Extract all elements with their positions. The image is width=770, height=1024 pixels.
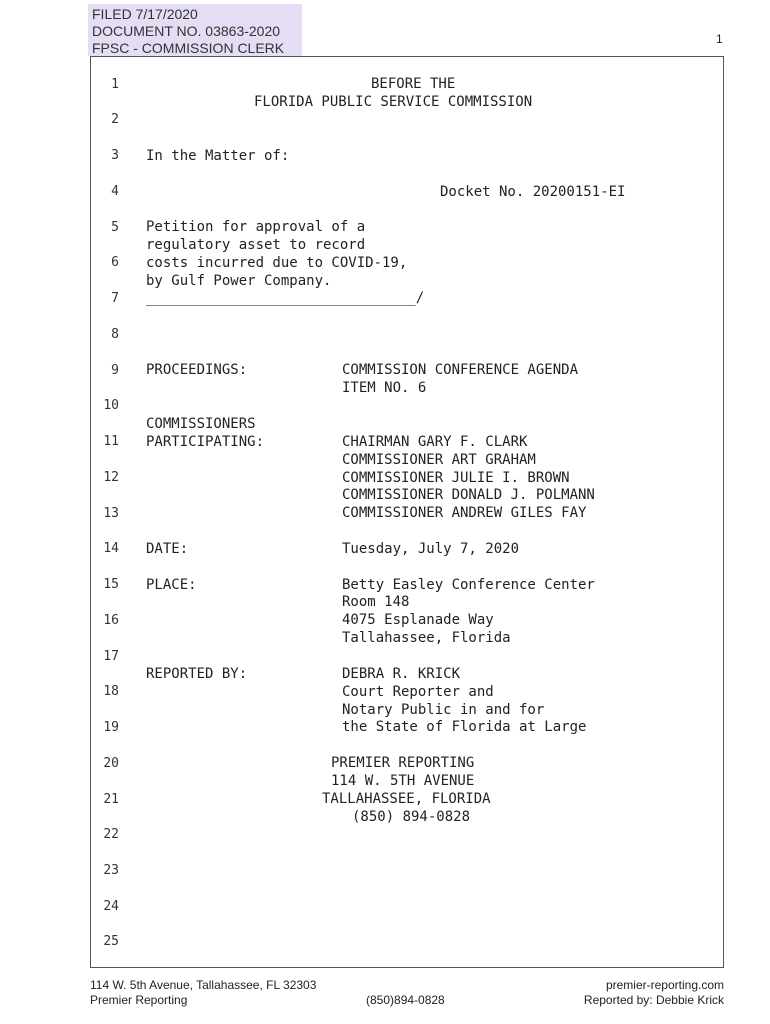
line-number: 11 (103, 434, 119, 449)
matter-intro: In the Matter of: (146, 148, 290, 164)
reporter-line: the State of Florida at Large (342, 719, 587, 735)
stamp-document-number: DOCUMENT NO. 03863-2020 (92, 23, 281, 39)
stamp-clerk: FPSC - COMMISSION CLERK (92, 40, 285, 56)
footer-company: Premier Reporting (90, 993, 188, 1007)
place-label: PLACE: (146, 577, 197, 593)
commissioner-name: COMMISSIONER JULIE I. BROWN (342, 470, 570, 486)
line-number: 17 (103, 649, 119, 664)
commissioners-label: COMMISSIONERS (146, 416, 256, 432)
line-number: 6 (111, 255, 119, 270)
header-line-2: FLORIDA PUBLIC SERVICE COMMISSION (254, 94, 533, 110)
line-number: 13 (103, 506, 119, 521)
commissioner-name: COMMISSIONER ANDREW GILES FAY (342, 505, 587, 521)
commissioner-name: COMMISSIONER ART GRAHAM (342, 452, 536, 468)
line-number: 21 (103, 792, 119, 807)
proceedings-value: COMMISSION CONFERENCE AGENDA (342, 362, 579, 378)
firm-line: (850) 894-0828 (352, 809, 471, 825)
date-value: Tuesday, July 7, 2020 (342, 541, 520, 557)
petition-line: Petition for approval of a (146, 219, 366, 235)
line-number: 14 (103, 541, 119, 556)
line-number: 2 (111, 112, 119, 127)
commissioner-name: COMMISSIONER DONALD J. POLMANN (342, 487, 595, 503)
petition-line: costs incurred due to COVID-19, (146, 255, 408, 271)
line-number: 25 (103, 934, 119, 949)
line-number: 22 (103, 827, 119, 842)
line-number: 9 (111, 363, 119, 378)
place-line: Room 148 (342, 594, 410, 610)
place-line: 4075 Esplanade Way (342, 612, 494, 628)
line-number: 3 (111, 148, 119, 163)
proceedings-label: PROCEEDINGS: (146, 362, 248, 378)
firm-line: 114 W. 5TH AVENUE (331, 773, 475, 789)
line-number: 7 (111, 291, 119, 306)
firm-line: TALLAHASSEE, FLORIDA (322, 791, 491, 807)
line-number: 19 (103, 720, 119, 735)
firm-line: PREMIER REPORTING (331, 755, 475, 771)
line-number: 10 (103, 398, 119, 413)
petition-line: by Gulf Power Company. (146, 273, 332, 289)
footer-address: 114 W. 5th Avenue, Tallahassee, FL 32303 (90, 978, 317, 992)
proceedings-value: ITEM NO. 6 (342, 380, 427, 396)
page-number: 1 (716, 32, 723, 46)
reporter-line: DEBRA R. KRICK (342, 666, 461, 682)
footer-reported-by: Reported by: Debbie Krick (583, 993, 724, 1007)
header-line-1: BEFORE THE (371, 76, 456, 92)
date-label: DATE: (146, 541, 189, 557)
commissioners-label: PARTICIPATING: (146, 434, 265, 450)
line-number: 5 (111, 220, 119, 235)
place-line: Tallahassee, Florida (342, 630, 511, 646)
footer-website: premier-reporting.com (605, 978, 724, 992)
footer-phone: (850)894-0828 (366, 993, 445, 1007)
line-number: 12 (103, 470, 119, 485)
reporter-label: REPORTED BY: (146, 666, 248, 682)
line-number: 23 (103, 863, 119, 878)
stamp-filed: FILED 7/17/2020 (92, 6, 198, 22)
line-number: 16 (103, 613, 119, 628)
docket-number: Docket No. 20200151-EI (440, 184, 626, 200)
reporter-line: Notary Public in and for (342, 702, 545, 718)
line-number: 24 (103, 899, 119, 914)
place-line: Betty Easley Conference Center (342, 577, 595, 593)
line-number: 4 (111, 184, 119, 199)
line-number: 1 (111, 77, 119, 92)
reporter-line: Court Reporter and (342, 684, 494, 700)
line-number: 18 (103, 684, 119, 699)
line-number: 15 (103, 577, 119, 592)
commissioner-name: CHAIRMAN GARY F. CLARK (342, 434, 528, 450)
line-number: 8 (111, 327, 119, 342)
line-number: 20 (103, 756, 119, 771)
petition-line: regulatory asset to record (146, 237, 366, 253)
filing-stamp (88, 4, 302, 56)
caption-rule: ________________________________/ (146, 290, 425, 306)
